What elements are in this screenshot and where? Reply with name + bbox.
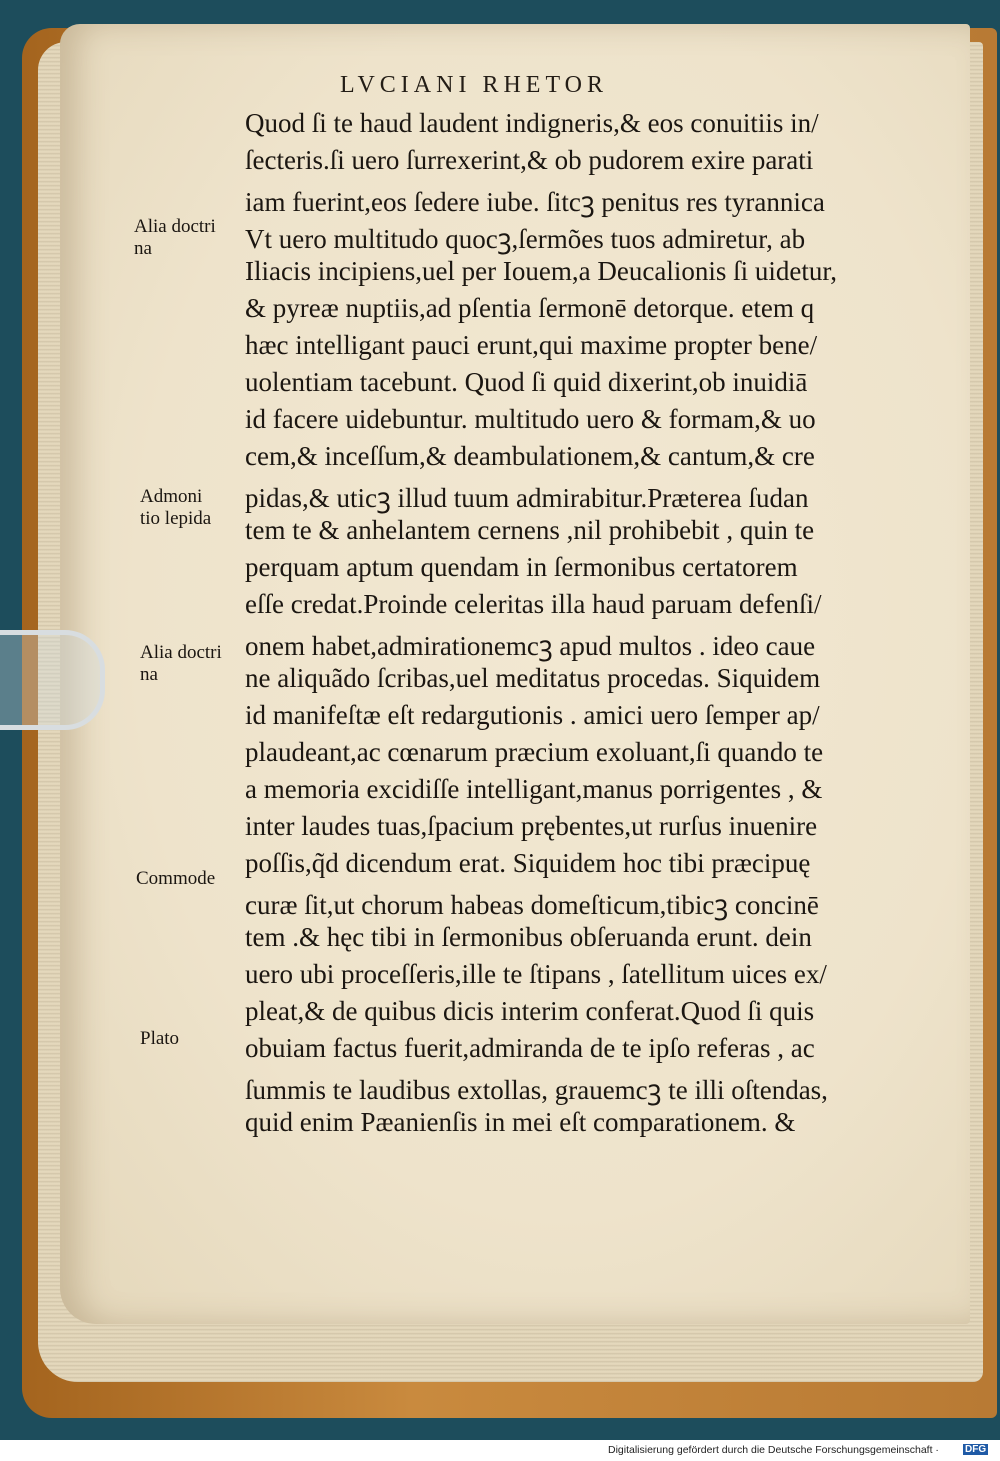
text-line: & pyreæ nuptiis,ad pſentia ſermonē detorque. etem q xyxy=(245,293,815,323)
text-line: a memoria excidiſſe intelligant,manus porrigentes , & xyxy=(245,774,823,804)
text-line: tem .& hęc tibi in ſermonibus obſeruanda erunt. dein xyxy=(245,922,812,952)
marginal-note xyxy=(140,1028,179,1050)
marginal-note-line: Commode xyxy=(136,868,216,889)
text-line: plaudeant,ac cœnarum præcium exoluant,ſi quando te xyxy=(245,737,824,767)
text-line: ſecteris.ſi uero ſurrexerint,& ob pudorem exire parati xyxy=(245,145,814,175)
page-clip xyxy=(0,630,105,730)
text-line: onem habet,admirationemcꝫ apud multos . ideo caue xyxy=(245,631,816,661)
running-head: LVCIANI RHETOR xyxy=(340,72,609,98)
text-line: hæc intelligant pauci erunt,qui maxime propter bene/ xyxy=(245,330,818,360)
text-line: Quod ſi te haud laudent indigneris,& eos conuitiis in/ xyxy=(245,108,819,138)
marginal-note-line: tio lepida xyxy=(140,507,212,529)
marginal-note-line: Alia doctri xyxy=(134,216,216,237)
text-line: Vt uero multitudo quocꝫ,ſermões tuos admiretur, ab xyxy=(245,224,806,254)
marginal-note xyxy=(140,642,222,686)
text-line: eſſe credat.Proinde celeritas illa haud paruam defenſi/ xyxy=(245,589,822,619)
text-line: ſummis te laudibus extollas, grauemcꝫ te illi oſtendas, xyxy=(245,1075,828,1105)
text-line: Iliacis incipiens,uel per Iouem,a Deucalionis ſi uidetur, xyxy=(245,256,837,286)
text-line: uolentiam tacebunt. Quod ſi quid dixerint,ob inuidiā xyxy=(245,367,808,397)
text-line: tem te & anhelantem cernens ,nil prohibebit , quin te xyxy=(245,515,815,545)
marginal-note-line: na xyxy=(140,663,158,685)
marginal-note xyxy=(134,216,216,260)
text-line: poſſis,q̃d dicendum erat. Siquidem hoc tibi præcipuę xyxy=(245,848,811,878)
marginal-note-line: Plato xyxy=(140,1028,180,1049)
text-line: pidas,& uticꝫ illud tuum admirabitur.Præterea ſudan xyxy=(245,483,809,513)
marginal-note xyxy=(136,868,215,890)
marginal-note-line: Alia doctri xyxy=(140,642,222,663)
digitization-credit: Digitalisierung gefördert durch die Deutsche Forschungsgemeinschaft · xyxy=(608,1444,939,1456)
marginal-note-line: Admoni xyxy=(140,486,203,507)
text-line: cem,& inceſſum,& deambulationem,& cantum,& cre xyxy=(245,441,815,471)
text-line: pleat,& de quibus dicis interim conferat.Quod ſi quis xyxy=(245,996,815,1026)
text-line: quid enim Pæanienſis in mei eſt comparationem. & xyxy=(245,1107,796,1137)
text-line: curæ ſit,ut chorum habeas domeſticum,tibicꝫ concinē xyxy=(245,890,819,920)
dfg-logo: DFG xyxy=(965,1444,987,1455)
marginal-note xyxy=(140,486,211,530)
text-line: id facere uidebuntur. multitudo uero & formam,& uo xyxy=(245,404,816,434)
marginal-note-line: na xyxy=(134,237,152,259)
text-line: iam fuerint,eos ſedere iube. ſitcꝫ penitus res tyrannica xyxy=(245,187,825,217)
text-line: perquam aptum quendam in ſermonibus certatorem xyxy=(245,552,798,582)
text-line: ne aliquãdo ſcribas,uel meditatus procedas. Siquidem xyxy=(245,663,821,693)
text-line: inter laudes tuas,ſpacium prębentes,ut rurſus inuenire xyxy=(245,811,818,841)
text-line: uero ubi proceſſeris,ille te ſtipans , ſatellitum uices ex/ xyxy=(245,959,827,989)
text-line: id manifeſtæ eſt redargutionis . amici uero ſemper ap/ xyxy=(245,700,820,730)
text-line: obuiam factus fuerit,admiranda de te ipſo referas , ac xyxy=(245,1033,815,1063)
